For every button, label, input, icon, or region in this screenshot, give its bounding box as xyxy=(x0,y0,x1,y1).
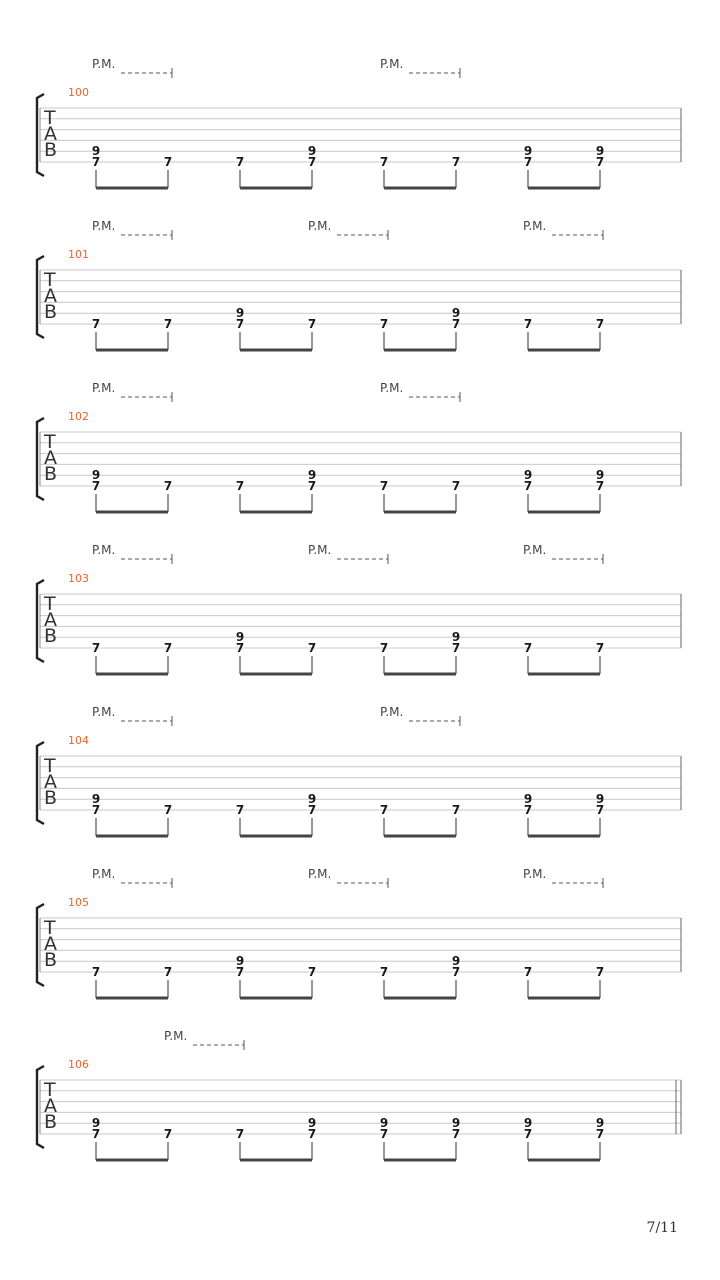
tab-clef-letter: T xyxy=(44,431,56,453)
tab-clef-letter: T xyxy=(44,107,56,129)
tab-clef-letter: T xyxy=(44,1079,56,1101)
fret-number: 7 xyxy=(235,803,245,817)
fret-number: 7 xyxy=(523,803,533,817)
fret-number: 7 xyxy=(595,965,605,979)
fret-number: 9 xyxy=(451,306,461,321)
fret-number: 7 xyxy=(451,479,461,493)
fret-number: 7 xyxy=(595,803,605,817)
palm-mute-label: P.M. xyxy=(523,219,547,233)
palm-mute-label: P.M. xyxy=(308,543,332,557)
fret-number: 7 xyxy=(91,479,101,493)
palm-mute-label: P.M. xyxy=(164,1029,188,1043)
tab-clef-letter: A xyxy=(44,123,57,145)
fret-number: 9 xyxy=(307,792,317,807)
fret-number: 7 xyxy=(163,1127,173,1141)
fret-number: 9 xyxy=(91,468,101,483)
fret-number: 7 xyxy=(91,155,101,169)
fret-number: 7 xyxy=(595,155,605,169)
fret-number: 7 xyxy=(523,1127,533,1141)
fret-number: 9 xyxy=(595,1116,605,1131)
fret-number: 7 xyxy=(451,965,461,979)
fret-number: 7 xyxy=(91,317,101,331)
fret-number: 7 xyxy=(379,965,389,979)
fret-number: 9 xyxy=(91,144,101,159)
fret-number: 9 xyxy=(451,630,461,645)
fret-number: 7 xyxy=(307,965,317,979)
fret-number: 9 xyxy=(307,468,317,483)
tab-clef-letter: A xyxy=(44,285,57,307)
fret-number: 7 xyxy=(379,317,389,331)
tab-clef-letter: T xyxy=(44,755,56,777)
fret-number: 7 xyxy=(379,803,389,817)
bar-number: 101 xyxy=(68,248,89,261)
fret-number: 7 xyxy=(595,1127,605,1141)
fret-number: 7 xyxy=(307,803,317,817)
tab-clef-letter: A xyxy=(44,771,57,793)
fret-number: 7 xyxy=(91,641,101,655)
fret-number: 9 xyxy=(523,1116,533,1131)
fret-number: 7 xyxy=(451,155,461,169)
fret-number: 7 xyxy=(379,479,389,493)
fret-number: 7 xyxy=(307,479,317,493)
fret-number: 9 xyxy=(451,1116,461,1131)
palm-mute-label: P.M. xyxy=(92,219,116,233)
fret-number: 7 xyxy=(235,1127,245,1141)
palm-mute-label: P.M. xyxy=(380,57,404,71)
palm-mute-label: P.M. xyxy=(380,705,404,719)
tab-clef-letter: A xyxy=(44,933,57,955)
fret-number: 7 xyxy=(163,803,173,817)
tab-clef-letter: B xyxy=(44,949,58,971)
fret-number: 7 xyxy=(595,317,605,331)
fret-number: 9 xyxy=(307,144,317,159)
tab-clef-letter: A xyxy=(44,609,57,631)
fret-number: 9 xyxy=(91,1116,101,1131)
tab-clef-letter: T xyxy=(44,269,56,291)
fret-number: 7 xyxy=(451,803,461,817)
fret-number: 7 xyxy=(163,479,173,493)
fret-number: 7 xyxy=(307,641,317,655)
fret-number: 9 xyxy=(523,144,533,159)
bar-number: 102 xyxy=(68,410,89,423)
palm-mute-label: P.M. xyxy=(308,219,332,233)
tab-clef-letter: T xyxy=(44,917,56,939)
fret-number: 7 xyxy=(523,479,533,493)
fret-number: 7 xyxy=(379,641,389,655)
fret-number: 7 xyxy=(523,155,533,169)
palm-mute-label: P.M. xyxy=(92,543,116,557)
fret-number: 7 xyxy=(163,317,173,331)
fret-number: 7 xyxy=(523,317,533,331)
tab-clef-letter: A xyxy=(44,447,57,469)
fret-number: 9 xyxy=(379,1116,389,1131)
tab-clef-letter: B xyxy=(44,1111,58,1133)
fret-number: 7 xyxy=(379,1127,389,1141)
tab-clef-letter: B xyxy=(44,625,58,647)
bar-number: 100 xyxy=(68,86,89,99)
fret-number: 7 xyxy=(91,1127,101,1141)
page-number: 7/11 xyxy=(646,1220,678,1236)
fret-number: 7 xyxy=(523,641,533,655)
fret-number: 7 xyxy=(235,641,245,655)
palm-mute-label: P.M. xyxy=(92,381,116,395)
fret-number: 7 xyxy=(307,155,317,169)
fret-number: 7 xyxy=(523,965,533,979)
fret-number: 7 xyxy=(451,317,461,331)
tab-clef-letter: B xyxy=(44,463,58,485)
fret-number: 7 xyxy=(595,641,605,655)
palm-mute-label: P.M. xyxy=(380,381,404,395)
fret-number: 7 xyxy=(91,803,101,817)
fret-number: 7 xyxy=(451,641,461,655)
fret-number: 7 xyxy=(379,155,389,169)
fret-number: 9 xyxy=(451,954,461,969)
fret-number: 7 xyxy=(307,1127,317,1141)
fret-number: 7 xyxy=(91,965,101,979)
fret-number: 7 xyxy=(163,155,173,169)
fret-number: 7 xyxy=(163,965,173,979)
fret-number: 7 xyxy=(235,317,245,331)
palm-mute-label: P.M. xyxy=(308,867,332,881)
fret-number: 9 xyxy=(307,1116,317,1131)
fret-number: 7 xyxy=(307,317,317,331)
fret-number: 7 xyxy=(235,965,245,979)
fret-number: 7 xyxy=(595,479,605,493)
tab-clef-letter: B xyxy=(44,787,58,809)
palm-mute-label: P.M. xyxy=(92,705,116,719)
fret-number: 9 xyxy=(595,468,605,483)
fret-number: 7 xyxy=(163,641,173,655)
tab-clef-letter: A xyxy=(44,1095,57,1117)
fret-number: 9 xyxy=(235,630,245,645)
fret-number: 9 xyxy=(523,468,533,483)
palm-mute-label: P.M. xyxy=(523,543,547,557)
fret-number: 7 xyxy=(235,479,245,493)
palm-mute-label: P.M. xyxy=(92,57,116,71)
fret-number: 9 xyxy=(91,792,101,807)
fret-number: 9 xyxy=(235,306,245,321)
palm-mute-label: P.M. xyxy=(92,867,116,881)
bar-number: 103 xyxy=(68,572,89,585)
tab-clef-letter: B xyxy=(44,301,58,323)
tab-clef-letter: B xyxy=(44,139,58,161)
fret-number: 7 xyxy=(451,1127,461,1141)
fret-number: 7 xyxy=(235,155,245,169)
palm-mute-label: P.M. xyxy=(523,867,547,881)
bar-number: 106 xyxy=(68,1058,89,1071)
fret-number: 9 xyxy=(595,792,605,807)
bar-number: 104 xyxy=(68,734,89,747)
fret-number: 9 xyxy=(595,144,605,159)
bar-number: 105 xyxy=(68,896,89,909)
fret-number: 9 xyxy=(523,792,533,807)
tab-clef-letter: T xyxy=(44,593,56,615)
fret-number: 9 xyxy=(235,954,245,969)
